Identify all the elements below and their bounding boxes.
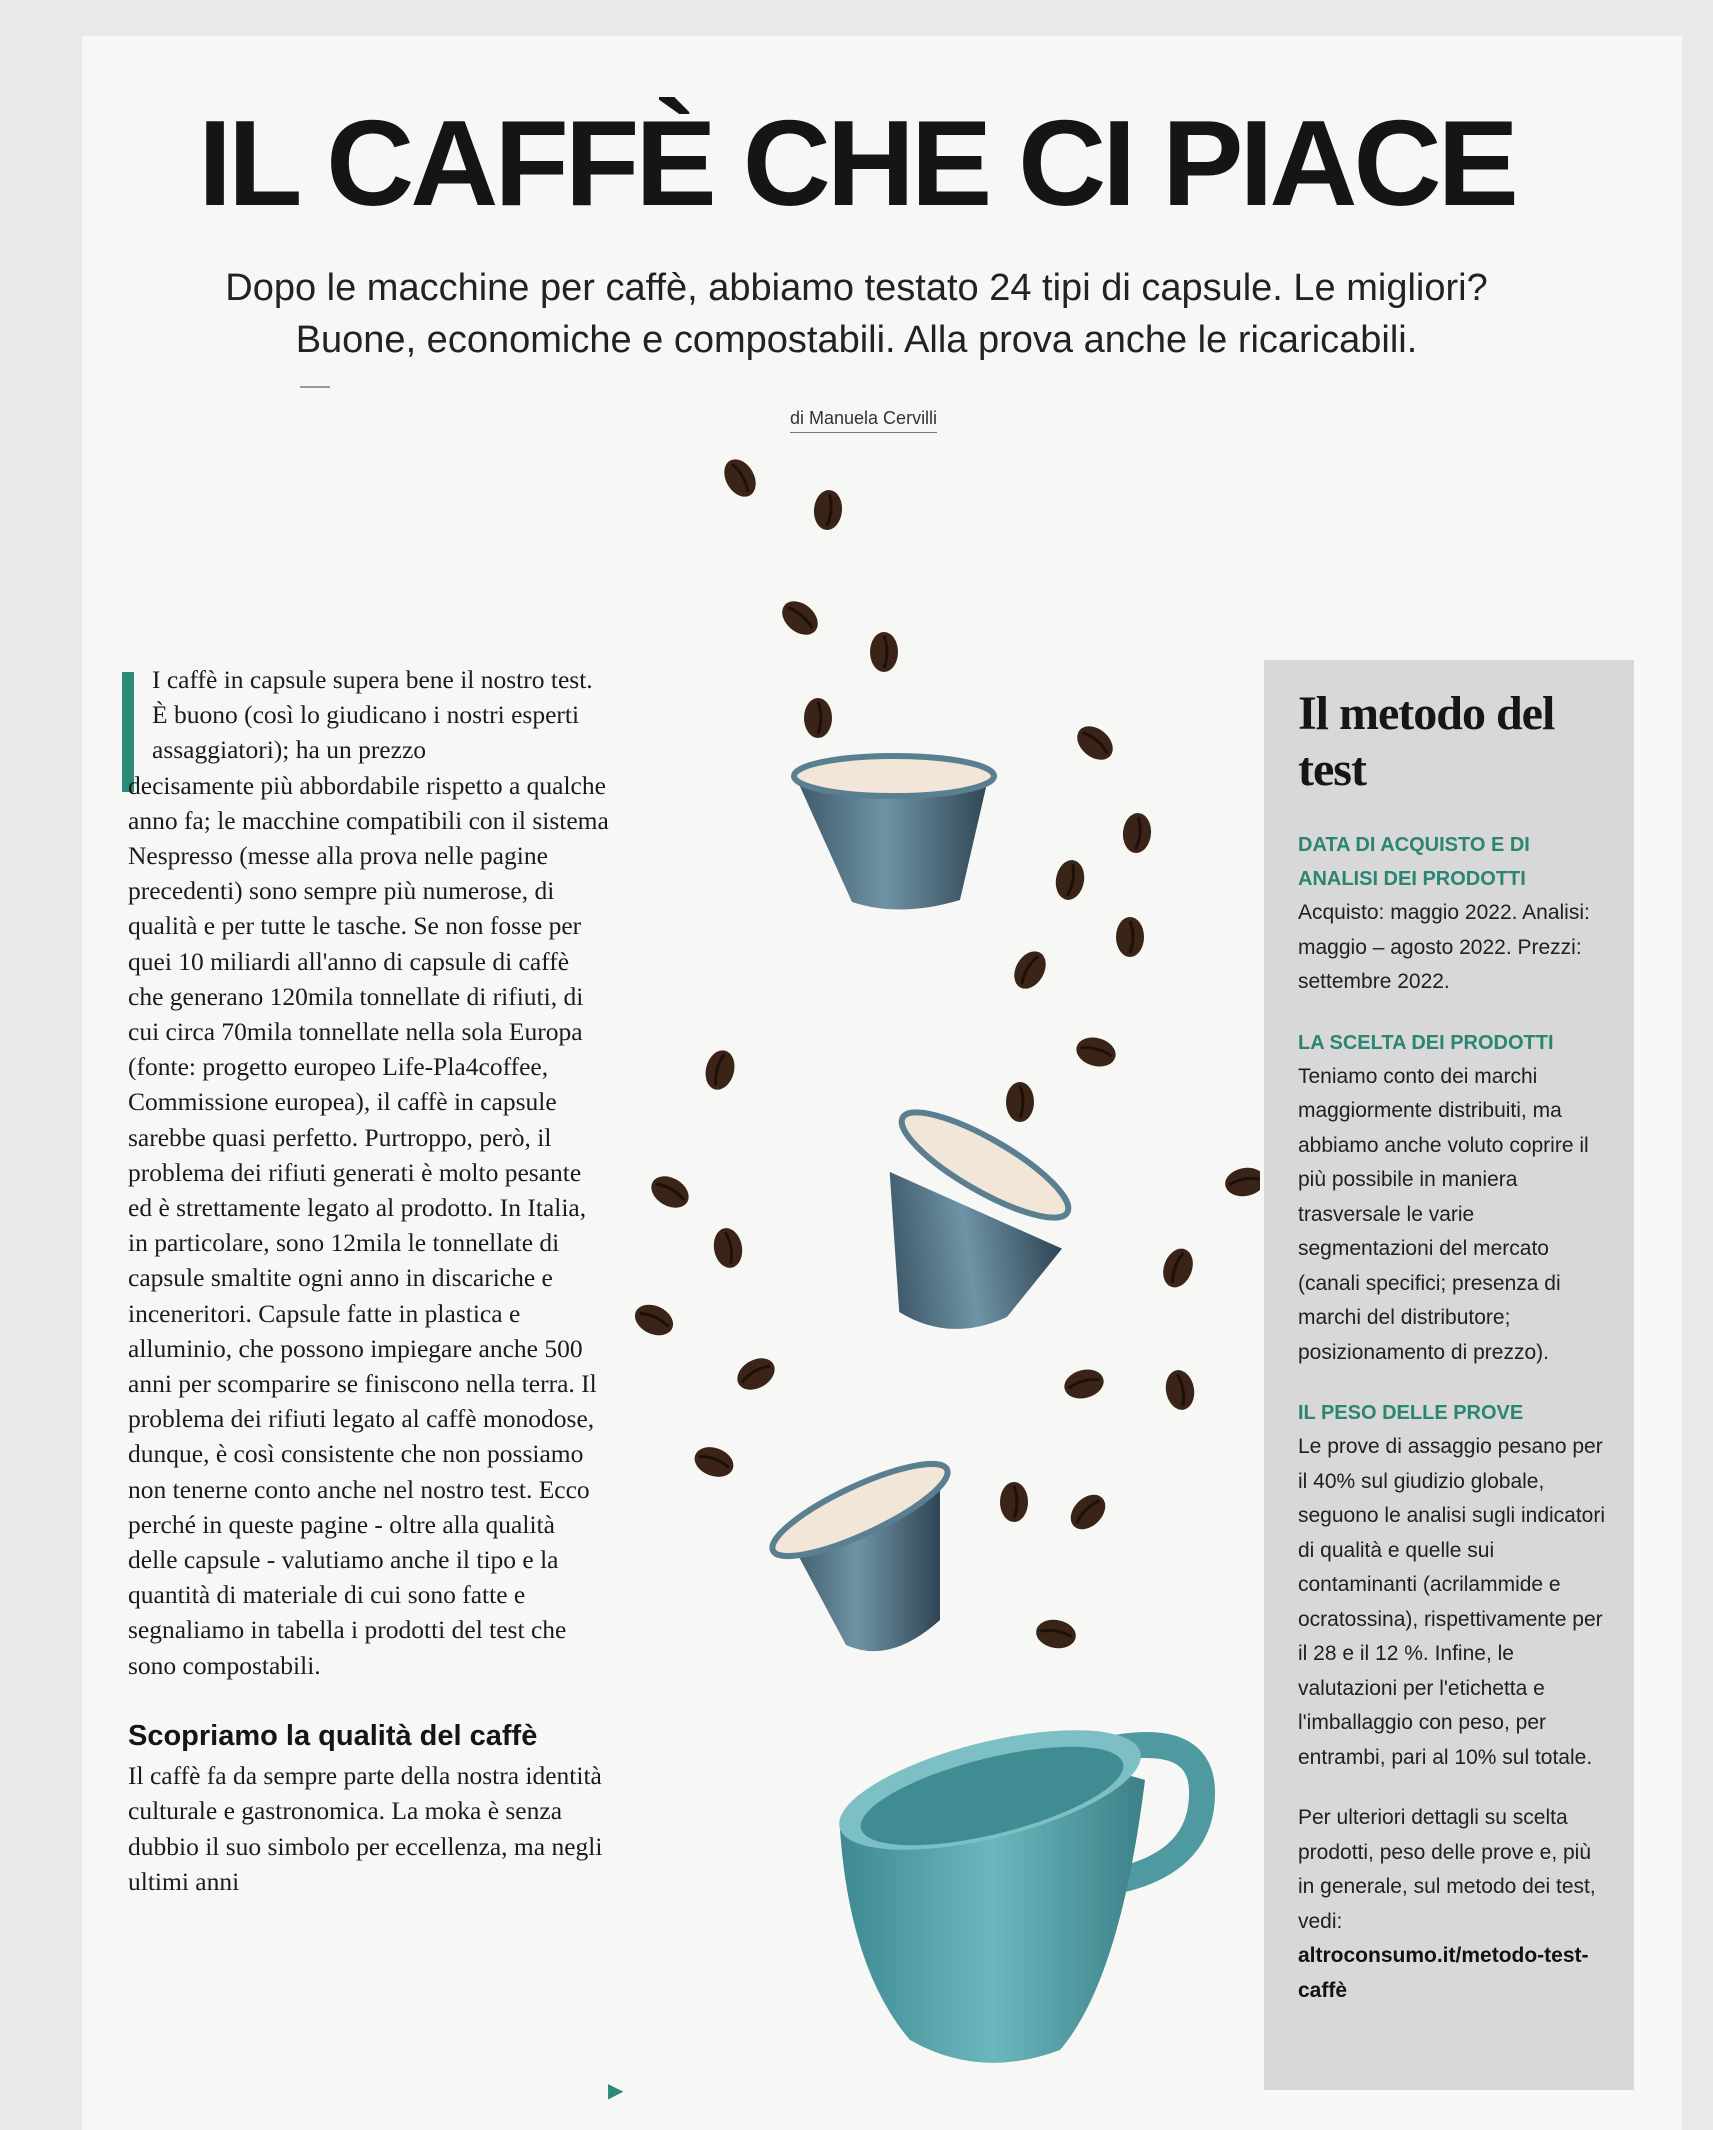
coffee-bean — [1223, 1165, 1260, 1200]
coffee-illustration — [600, 440, 1260, 2090]
page-title: IL CAFFÈ CHE CI PIACE — [198, 95, 1515, 231]
sidebar-text-weights: Le prove di assaggio pesano per il 40% sul giudizio globale, seguono le analisi sugli indicatori di qualità e quelle sui contaminanti (acrilammide e ocratossina), rispettivamente per il 28 e il 12 %. Infine, le valutazioni per l'etichetta e l'imballaggio con peso, per entrambi, pari al 10% sul totale. — [1298, 1435, 1606, 1769]
coffee-bean — [1008, 946, 1052, 995]
coffee-bean — [1053, 858, 1088, 902]
coffee-bean — [1064, 1488, 1112, 1536]
sidebar-title: Il metodo del test — [1298, 687, 1555, 796]
body-paragraph: decisamente più abbordabile rispetto a qualche anno fa; le macchine compatibili con il sistema Nespresso (messe alla prova nelle pagine precedenti) sono sempre più numerose, di qualità e per tutte le tasche. Se non fosse per quei 10 miliardi all'anno di capsule di caffè che generano 120mila tonnellate di rifiuti, di cui circa 70mila tonnellate nella sola Europa (fonte: progetto europeo Life-Pla4coffee, Commissione europea), il caffè in capsule sarebbe quasi perfetto. Purtroppo, però, il problema dei rifiuti generati è molto pesante ed è strettamente legato al prodotto. In Italia, in particolare, sono 12mila le tonnellate di capsule smaltite ogni anno in discariche e inceneritori. Capsule fatte in plastica e alluminio, che possono impiegare anche 500 anni per scomparire se finiscono nella terra. Il problema dei rifiuti legato al caffè monodose, dunque, è così consistente che non possiamo non tenerne conto anche nel nostro test. Ecco perché in queste pagine - oltre alla qualità delle capsule - valutiamo anche il tipo e la quantità di materiale di cui sono fatte e segnaliamo in tabella i prodotti del test che sono compostabili. — [128, 770, 609, 1680]
coffee-bean — [646, 1170, 695, 1214]
coffee-bean — [711, 1226, 746, 1270]
coffee-cup — [828, 1706, 1202, 2063]
subtitle — [150, 262, 1563, 366]
article-body — [128, 662, 610, 1899]
divider — [300, 386, 330, 388]
byline: di Manuela Cervilli — [790, 408, 937, 433]
subtitle-line-2: Buone, economiche e compostabili. Alla prova anche le ricaricabili. — [295, 319, 1418, 361]
coffee-bean — [1000, 1482, 1028, 1522]
coffee-bean — [776, 594, 825, 641]
coffee-bean — [1006, 1082, 1034, 1122]
lead-paragraph: I caffè in capsule supera bene il nostro test. È buono (così lo giudicano i nostri esperti assaggiatori); ha un prezzo — [152, 665, 593, 765]
coffee-bean — [1163, 1368, 1198, 1412]
coffee-bean — [732, 1352, 781, 1396]
coffee-bean — [1071, 719, 1120, 766]
method-link[interactable]: altroconsumo.it/metodo-test-caffè — [1298, 1944, 1589, 2002]
coffee-bean — [1061, 1365, 1107, 1402]
subtitle-line-1: Dopo le macchine per caffè, abbiamo testato 24 tipi di capsule. Le migliori? — [225, 267, 1488, 309]
coffee-bean — [1073, 1033, 1119, 1070]
coffee-bean — [1158, 1244, 1198, 1291]
sidebar-label-purchase: DATA DI ACQUISTO E DI ANALISI DEI PRODOTTI — [1298, 834, 1530, 890]
section-paragraph: Il caffè fa da sempre parte della nostra identità culturale e gastronomica. La moka è senza dubbio il suo simbolo per eccellenza, ma negli ultimi anni — [128, 1761, 603, 1896]
coffee-bean — [630, 1299, 678, 1341]
sidebar-label-selection: LA SCELTA DEI PRODOTTI — [1298, 1031, 1554, 1054]
coffee-bean — [804, 698, 832, 738]
coffee-capsule — [880, 1095, 1081, 1337]
coffee-bean — [870, 632, 898, 672]
coffee-capsule — [794, 756, 994, 910]
coffee-capsule — [763, 1448, 957, 1651]
coffee-bean — [812, 489, 843, 531]
coffee-bean — [1034, 1617, 1078, 1652]
coffee-bean — [718, 454, 762, 503]
continue-arrow-icon: ▶ — [608, 2080, 624, 2102]
sidebar-more-info: Per ulteriori dettagli su scelta prodotti, peso delle prove e, più in generale, sul metodo dei test, vedi: — [1298, 1806, 1596, 1933]
section-heading: Scopriamo la qualità del caffè — [128, 1719, 538, 1752]
coffee-bean — [690, 1442, 737, 1482]
coffee-bean — [1121, 812, 1152, 854]
method-sidebar — [1264, 660, 1634, 2090]
sidebar-text-selection: Teniamo conto dei marchi maggiormente distribuiti, ma abbiamo anche voluto coprire il più possibile in maniera trasversale le varie segmentazioni del mercato (canali specifici; presenza di marchi del distributore; posizionamento di prezzo). — [1298, 1064, 1589, 1364]
sidebar-text-purchase: Acquisto: maggio 2022. Analisi: maggio – agosto 2022. Prezzi: settembre 2022. — [1298, 901, 1590, 993]
sidebar-label-weights: IL PESO DELLE PROVE — [1298, 1402, 1524, 1424]
coffee-bean — [701, 1047, 738, 1093]
coffee-bean — [1116, 917, 1144, 957]
